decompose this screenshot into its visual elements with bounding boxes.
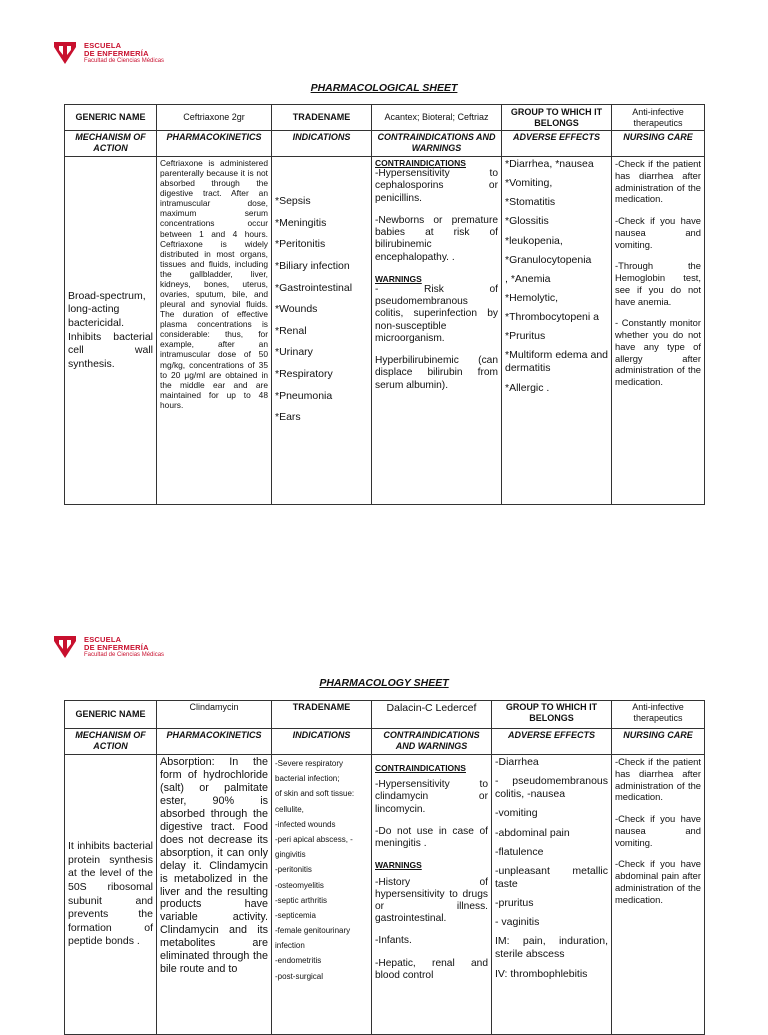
indication-item: *Ears <box>275 411 301 424</box>
contraindications-cell <box>372 157 502 505</box>
mechanism-header: MECHANISM OF ACTION <box>65 131 157 157</box>
indication-item: *Sepsis <box>275 195 311 207</box>
contraindications-header: CONTRAINDICATIONS AND WARNINGS <box>372 131 502 157</box>
adverse-item: -vomiting <box>495 807 538 820</box>
nursing-item: -Through the Hemoglobin test, see if you do not have anemia. <box>615 260 701 307</box>
indication-item: -endometritis <box>275 956 322 966</box>
indication-item: *Gastrointestinal <box>275 281 353 294</box>
warning-item: -History of hypersensitivity to drugs or illness. gastrointestinal. <box>375 876 488 925</box>
adverse-item: *Diarrhea, *nausea <box>505 158 594 170</box>
adverse-effects-cell <box>502 157 612 505</box>
adverse-item: -flatulence <box>495 845 544 858</box>
nursing-item: -Check if the patient has diarrhea after administration of the medication. <box>615 756 701 803</box>
pharmacokinetics-header: PHARMACOKINETICS <box>157 729 272 755</box>
indication-item: -post-surgical <box>275 971 324 981</box>
pharmacokinetics-cell: Ceftriaxone is administered parenterally because it is not absorbed through the digestive tract. After an intramuscular dose, maximum serum concentrations occur between 1 and 4 hours. Ceftriaxone is widely distributed in most organs, tissues and fluids, including the gallbladder, liver, kidneys, bones, uterus, ovaries, sputum, bile, and pleural and synovial fluids. The duration of effective plasma concentrations is considerable: thus, for example, after an intramuscular dose of 50 mg/kg, concentrations of 35 to 20 μg/ml are obtained in the middle ear and are maintained for up to 48 hours. <box>157 157 272 505</box>
sheet2-title: PHARMACOLOGY SHEET <box>319 677 449 689</box>
group-label: GROUP TO WHICH IT BELONGS <box>502 105 612 131</box>
indications-header: INDICATIONS <box>272 729 372 755</box>
contraindications-heading: CONTRAINDICATIONS <box>375 158 466 168</box>
adverse-effects-header: ADVERSE EFFECTS <box>492 729 612 755</box>
indication-item: of skin and soft tissue: cellulite, <box>275 789 355 814</box>
logo-line-3: Facultad de Ciencias Médicas <box>84 57 165 64</box>
adverse-item: - pseudomembranous colitis, -nausea <box>495 775 608 801</box>
tradename-label: TRADENAME <box>272 701 372 729</box>
adverse-item: - vaginitis <box>495 916 540 929</box>
pharmacology-table-2 <box>64 700 705 1035</box>
nursing-item: -Check if the patient has diarrhea after administration of the medication. <box>615 158 701 205</box>
pharmacology-table-1 <box>64 104 705 505</box>
indication-item: -female genitourinary infection <box>275 926 351 951</box>
pharmacokinetics-header: PHARMACOKINETICS <box>157 131 272 157</box>
adverse-item: *Thrombocytopeni a <box>505 311 599 323</box>
nursing-item: -Check if you have nausea and vomiting. <box>615 813 701 848</box>
indication-item: -Severe respiratory bacterial infection; <box>275 759 344 784</box>
warnings-heading: WARNINGS <box>375 273 422 284</box>
nursing-care-header: NURSING CARE <box>612 131 705 157</box>
indication-item: *Respiratory <box>275 368 333 381</box>
school-logo <box>52 634 164 660</box>
group-value: Anti-infective therapeutics <box>612 701 705 729</box>
nursing-item: -Check if you have abdominal pain after administration of the medication. <box>615 858 701 905</box>
mechanism-header: MECHANISM OF ACTION <box>65 729 157 755</box>
indications-cell <box>272 157 372 505</box>
adverse-item: -Diarrhea <box>495 756 539 768</box>
indication-item: -osteomyelitis <box>275 880 324 890</box>
adverse-item: *Stomatitis <box>505 196 556 209</box>
contraindications-heading: CONTRAINDICATIONS <box>375 763 466 773</box>
school-logo <box>52 40 164 66</box>
logo-line-3: Facultad de Ciencias Médicas <box>84 651 165 658</box>
generic-name-value: Clindamycin <box>157 701 272 729</box>
mechanism-cell: Broad-spectrum, long-acting bactericidal. Inhibits bacterial cell wall synthesis. <box>65 157 157 505</box>
indication-item: *Peritonitis <box>275 238 326 251</box>
nursing-care-header: NURSING CARE <box>612 729 705 755</box>
contraindication-item: -Hypersensitivity to cephalosporins or penicillins. <box>375 168 498 204</box>
university-crest-icon <box>52 40 78 66</box>
tradename-value: Dalacin-C Ledercef <box>372 701 492 729</box>
generic-name-label: GENERIC NAME <box>65 105 157 131</box>
indication-item: -peritonitis <box>275 865 312 875</box>
indications-cell <box>272 755 372 1035</box>
nursing-care-cell <box>612 157 705 505</box>
adverse-item: -abdominal pain <box>495 826 570 839</box>
adverse-item: *Vomiting, <box>505 177 553 190</box>
contraindication-item: -Hypersensitivity to clindamycin or lincomycin. <box>375 779 488 815</box>
contraindication-item: -Newborns or premature babies at risk of bilirubinemic encephalopathy. . <box>375 214 498 263</box>
adverse-item: -pruritus <box>495 897 534 909</box>
sheet1-title: PHARMACOLOGICAL SHEET <box>310 82 458 94</box>
indication-item: -infected wounds <box>275 819 336 829</box>
warning-item: Hyperbilirubinemic (can displace bilirubin from serum albumin). <box>375 355 498 391</box>
warning-item: -Hepatic, renal and blood control <box>375 957 488 981</box>
adverse-item: , *Anemia <box>505 272 551 285</box>
indication-item: *Urinary <box>275 346 313 359</box>
pharmacokinetics-cell: Absorption: In the form of hydrochloride (salt) or palmitate ester, 90% is absorbed through the digestive tract. Food does not decrease its absorption, it can only delay it. Clindamycin is metabolized in the liver and the resulting products have variable activity. Clindamycin and its metabolites are eliminated through the bile route and to <box>157 755 272 1035</box>
indication-item: -peri apical abscess, -gingivitis <box>275 834 353 860</box>
adverse-item: *Hemolytic, <box>505 291 559 304</box>
group-value: Anti-infective therapeutics <box>612 105 705 131</box>
nursing-item: - Constantly monitor whether you do not have any type of allergy after administration of the medication. <box>615 317 701 387</box>
indication-item: -septicemia <box>275 910 316 920</box>
adverse-item: *Pruritus <box>505 330 546 343</box>
nursing-item: -Check if you have nausea and vomiting. <box>615 215 701 250</box>
nursing-care-cell <box>612 755 705 1035</box>
adverse-item: IV: thrombophlebitis <box>495 967 588 980</box>
adverse-item: IM: pain, induration, sterile abscess <box>495 935 608 961</box>
indication-item: *Meningitis <box>275 216 327 229</box>
adverse-item: *Granulocytopenia <box>505 253 592 266</box>
generic-name-label: GENERIC NAME <box>65 701 157 729</box>
logo-line-2: DE ENFERMERÍA <box>84 48 149 58</box>
adverse-item: *Glossitis <box>505 215 549 228</box>
tradename-label: TRADENAME <box>272 105 372 131</box>
group-label: GROUP TO WHICH IT BELONGS <box>492 701 612 729</box>
indication-item: *Wounds <box>275 303 318 316</box>
mechanism-cell: It inhibits bacterial protein synthesis at the level of the 50S ribosomal subunit and prevents the formation of peptide bonds . <box>65 755 157 1035</box>
logo-line-1: ESCUELA <box>84 40 122 50</box>
adverse-effects-header: ADVERSE EFFECTS <box>502 131 612 157</box>
warning-item: - Risk of pseudomembranous colitis, superinfection by non-susceptible microorganism. <box>375 284 498 344</box>
indication-item: *Biliary infection <box>275 259 350 272</box>
adverse-item: *leukopenia, <box>505 234 563 247</box>
warning-item: -Infants. <box>375 935 412 947</box>
indication-item: -septic arthritis <box>275 895 328 905</box>
indications-header: INDICATIONS <box>272 131 372 157</box>
logo-line-2: DE ENFERMERÍA <box>84 642 149 652</box>
university-crest-icon <box>52 634 78 660</box>
contraindications-cell <box>372 755 492 1035</box>
adverse-item: *Allergic . <box>505 381 550 394</box>
tradename-value: Acantex; Bioteral; Ceftriaz <box>372 105 502 131</box>
logo-line-1: ESCUELA <box>84 634 122 644</box>
adverse-item: *Multiform edema and dermatitis <box>505 349 608 375</box>
indication-item: *Pneumonia <box>275 389 333 402</box>
adverse-item: -unpleasant metallic taste <box>495 864 608 890</box>
generic-name-value: Ceftriaxone 2gr <box>157 105 272 131</box>
adverse-effects-cell <box>492 755 612 1035</box>
warnings-heading: WARNINGS <box>375 860 422 871</box>
indication-item: *Renal <box>275 324 307 337</box>
contraindication-item: -Do not use in case of meningitis . <box>375 825 488 850</box>
contraindications-header: CONTRAINDICATIONS AND WARNINGS <box>372 729 492 755</box>
